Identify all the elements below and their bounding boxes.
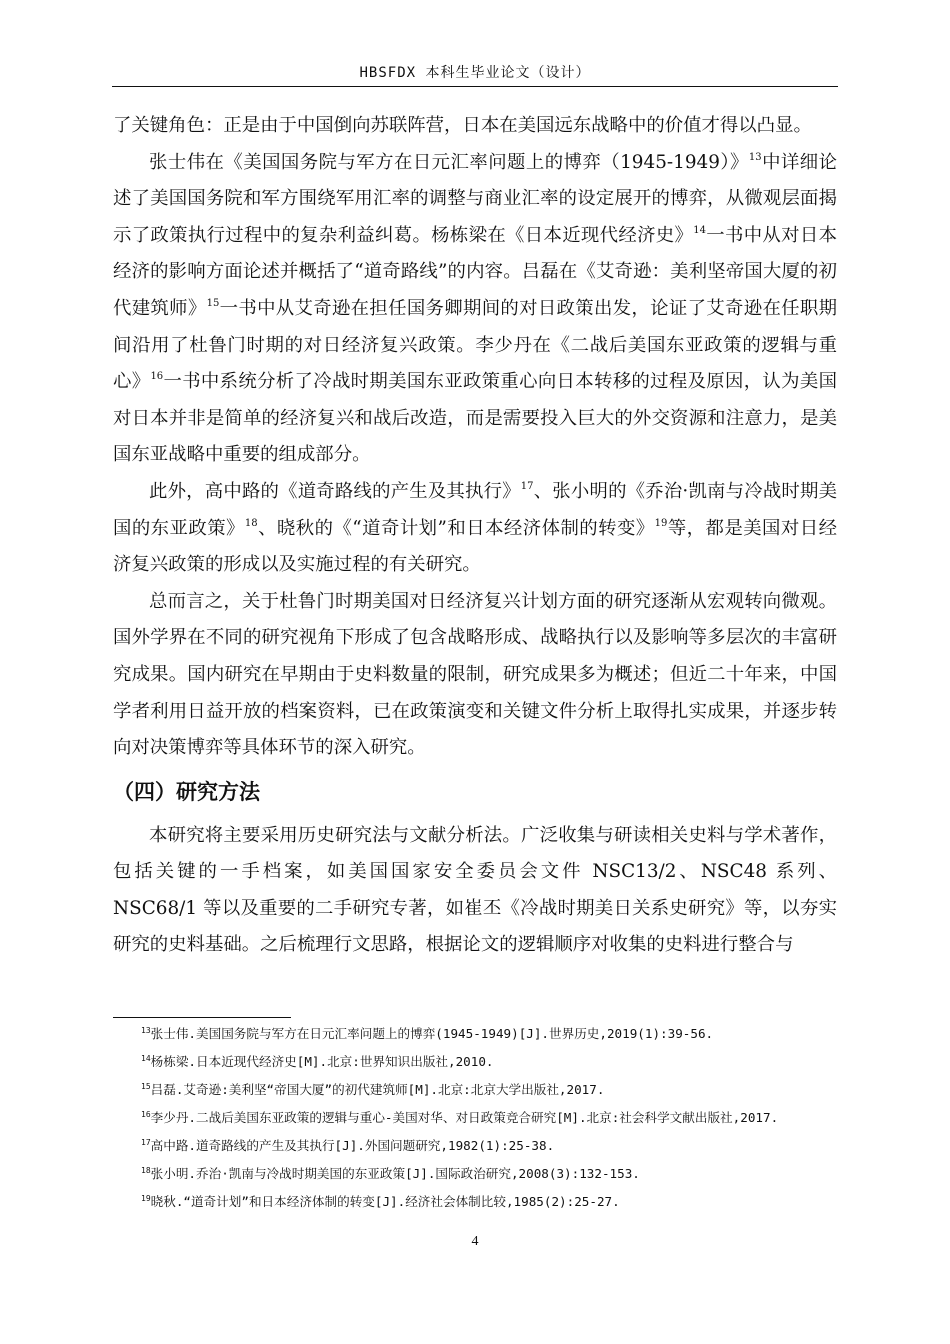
section-heading: （四）研究方法 (113, 779, 260, 804)
footnote-text: 高中路.道奇路线的产生及其执行[J].外国问题研究,1982(1):25-38. (150, 1138, 555, 1153)
footnote-number: 13 (141, 1026, 151, 1035)
footnote-rule (113, 1017, 291, 1018)
footnote-text: 张小明.乔治·凯南与冷战时期美国的东亚政策[J].国际政治研究,2008(3):132-153. (150, 1166, 640, 1181)
footnote-text: 张士伟.美国国务院与军方在日元汇率问题上的博弈(1945-1949)[J].世界历史,2019(1):39-56. (150, 1026, 714, 1041)
header-rule (112, 86, 838, 87)
footnote-number: 14 (141, 1054, 151, 1063)
footnote-number: 19 (141, 1194, 151, 1203)
footnote-ref-19[interactable]: 19 (654, 517, 668, 529)
main-text (113, 108, 837, 964)
footnotes (113, 1024, 837, 1220)
footnote-13 (113, 1024, 837, 1044)
paragraph-3 (113, 474, 837, 584)
footnote-18 (113, 1164, 837, 1184)
paragraph-1: 了关键角色：正是由于中国倒向苏联阵营，日本在美国远东战略中的价值才得以凸显。 (113, 115, 812, 136)
footnote-16 (113, 1108, 837, 1128)
footnote-ref-14[interactable]: 14 (693, 224, 706, 236)
text-run: 中详细论述了美国国务院和军方围绕军用汇率的调整与商业汇率的设定展开的博弈，从微观层面揭示了政策执行过程中的复杂利益纠葛。杨栋梁在《日本近现代经济史》 (113, 151, 837, 246)
text-run: 张士伟在《美国国务院与军方在日元汇率问题上的博弈（1945-1949）》 (149, 151, 749, 173)
footnote-19 (113, 1192, 837, 1212)
footnote-ref-15[interactable]: 15 (206, 297, 220, 309)
text-run: 此外，高中路的《道奇路线的产生及其执行》 (149, 480, 521, 502)
text-run: 、晓秋的《“道奇计划”和日本经济体制的转变》 (257, 517, 655, 539)
footnote-ref-17[interactable]: 17 (520, 480, 534, 492)
footnote-text: 吕磊.艾奇逊:美利坚“帝国大厦”的初代建筑师[M].北京:北京大学出版社,2017. (150, 1082, 605, 1097)
page-header: HBSFDX 本科生毕业论文（设计） (359, 65, 591, 81)
page-number: 4 (471, 1234, 479, 1249)
footnote-text: 晓秋.“道奇计划”和日本经济体制的转变[J].经济社会体制比较,1985(2):25-27. (150, 1194, 620, 1209)
footnote-number: 17 (141, 1138, 151, 1147)
paragraph-5: 本研究将主要采用历史研究法与文献分析法。广泛收集与研读相关史料与学术著作，包括关键的一手档案，如美国国家安全委员会文件 NSC13/2、NSC48 系列、NSC68/1 等以及重要的二手研究专著，如崔丕《冷战时期美日关系史研究》等，以夯实研究的史料基础。之后梳理行文思路，根据论文的逻辑顺序对收集的史料进行整合与 (113, 824, 837, 956)
footnote-ref-13[interactable]: 13 (748, 151, 762, 163)
footnote-15 (113, 1080, 837, 1100)
footnote-number: 15 (141, 1082, 151, 1091)
paragraph-4: 总而言之，关于杜鲁门时期美国对日经济复兴计划方面的研究逐渐从宏观转向微观。国外学界在不同的研究视角下形成了包含战略形成、战略执行以及影响等多层次的丰富研究成果。国内研究在早期由于史料数量的限制，研究成果多为概述；但近二十年来，中国学者利用日益开放的档案资料，已在政策演变和关键文件分析上取得扎实成果，并逐步转向对决策博弈等具体环节的深入研究。 (113, 590, 837, 759)
text-run: 等，都是美国对日经济复兴政策的形成以及实施过程的有关研究。 (113, 517, 837, 576)
footnote-text: 杨栋梁.日本近现代经济史[M].北京:世界知识出版社,2010. (150, 1054, 494, 1069)
text-run: 一书中从对日本经济的影响方面论述并概括了“道奇路线”的内容。吕磊在《艾奇逊：美利坚帝国大厦的初代建筑师》 (113, 224, 837, 319)
footnote-ref-16[interactable]: 16 (150, 371, 164, 383)
footnote-number: 16 (141, 1110, 151, 1119)
footnote-14 (113, 1052, 837, 1072)
footnote-17 (113, 1136, 837, 1156)
text-run: 、张小明的《乔治·凯南与冷战时期美国的东亚政策》 (113, 480, 837, 539)
footnote-number: 18 (141, 1166, 151, 1175)
footnote-text: 李少丹.二战后美国东亚政策的逻辑与重心-美国对华、对日政策竞合研究[M].北京:社会科学文献出版社,2017. (150, 1110, 779, 1125)
paragraph-2 (113, 145, 837, 474)
footnote-ref-18[interactable]: 18 (244, 517, 258, 529)
text-run: 一书中系统分析了冷战时期美国东亚政策重心向日本转移的过程及原因，认为美国对日本并非是简单的经济复兴和战后改造，而是需要投入巨大的外交资源和注意力，是美国东亚战略中重要的组成部分。 (113, 371, 837, 466)
text-run: 一书中从艾奇逊在担任国务卿期间的对日政策出发，论证了艾奇逊在任职期间沿用了杜鲁门时期的对日经济复兴政策。李少丹在《二战后美国东亚政策的逻辑与重心》 (113, 297, 837, 393)
